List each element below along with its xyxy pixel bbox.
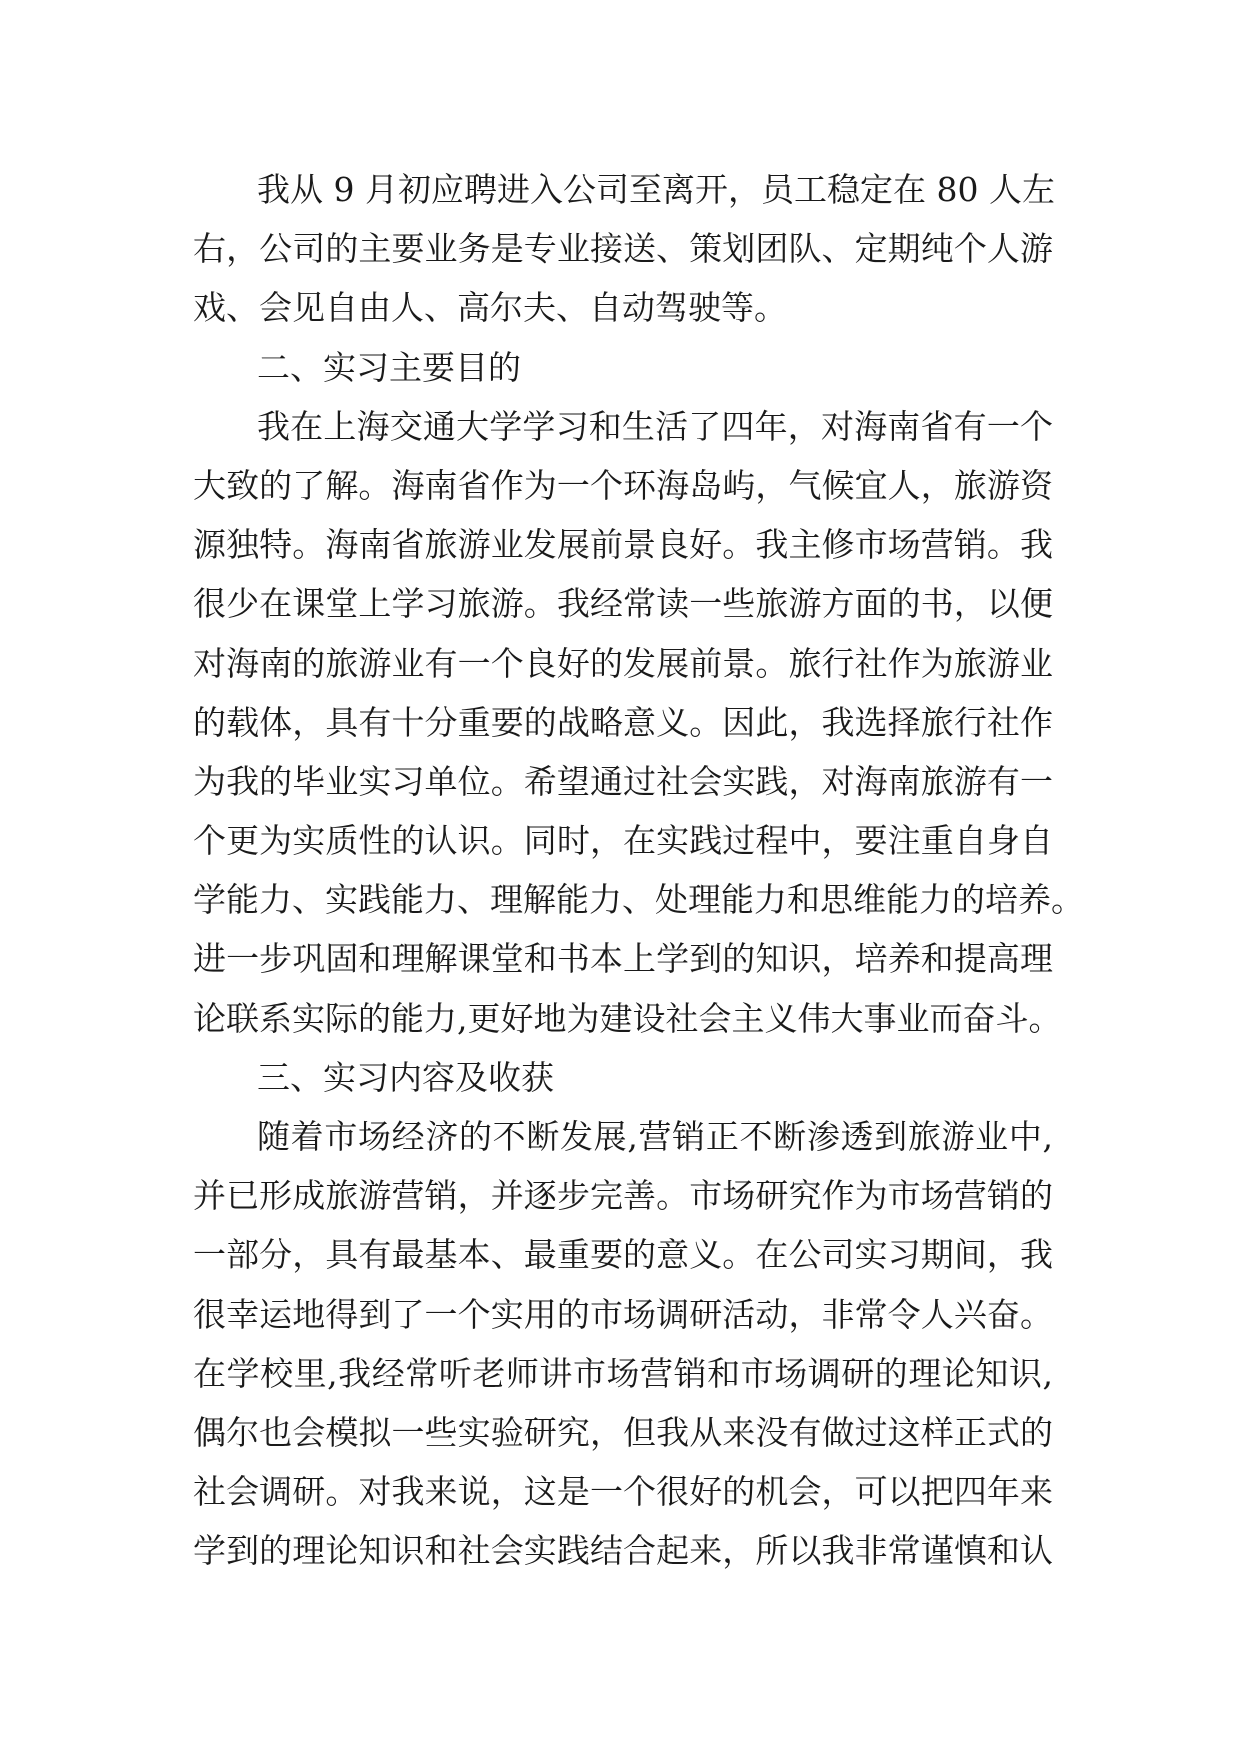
text-line: 为我的毕业实习单位。希望通过社会实践，对海南旅游有一 [193, 761, 1053, 801]
section-heading: 三、实习内容及收获 [257, 1057, 554, 1097]
text-line: 并已形成旅游营销，并逐步完善。市场研究作为市场营销的 [193, 1176, 1053, 1216]
text-line: 随着市场经济的不断发展,营销正不断渗透到旅游业中, [257, 1117, 1053, 1156]
text-line: 我在上海交通大学学习和生活了四年，对海南省有一个 [257, 406, 1053, 446]
text-line: 源独特。海南省旅游业发展前景良好。我主修市场营销。我 [193, 525, 1053, 565]
text-line: 在学校里,我经常听老师讲市场营销和市场调研的理论知识, [193, 1353, 1053, 1393]
body-text [193, 160, 1084, 1581]
text-line: 对海南的旅游业有一个良好的发展前景。旅行社作为旅游业 [193, 643, 1053, 683]
text-line: 很少在课堂上学习旅游。我经常读一些旅游方面的书，以便 [193, 584, 1053, 624]
text-line: 社会调研。对我来说，这是一个很好的机会，可以把四年来 [193, 1472, 1053, 1512]
text-line: 偶尔也会模拟一些实验研究，但我从来没有做过这样正式的 [193, 1412, 1053, 1452]
text-line: 我从 9 月初应聘进入公司至离开，员工稳定在 80 人左 [257, 170, 1055, 209]
text-line: 大致的了解。海南省作为一个环海岛屿，气候宜人，旅游资 [193, 465, 1053, 505]
text-line: 一部分，具有最基本、最重要的意义。在公司实习期间，我 [193, 1235, 1053, 1275]
text-line: 学能力、实践能力、理解能力、处理能力和思维能力的培养。 [193, 880, 1084, 920]
text-line: 很幸运地得到了一个实用的市场调研活动，非常令人兴奋。 [193, 1294, 1053, 1334]
section-heading: 二、实习主要目的 [257, 347, 521, 387]
text-line: 右，公司的主要业务是专业接送、策划团队、定期纯个人游 [193, 229, 1053, 269]
text-line: 个更为实质性的认识。同时，在实践过程中，要注重自身自 [193, 821, 1053, 861]
text-line: 的载体，具有十分重要的战略意义。因此，我选择旅行社作 [193, 702, 1053, 742]
text-line: 论联系实际的能力,更好地为建设社会主义伟大事业而奋斗。 [193, 998, 1062, 1038]
text-line: 进一步巩固和理解课堂和书本上学到的知识，培养和提高理 [193, 939, 1053, 979]
text-line: 戏、会见自由人、高尔夫、自动驾驶等。 [193, 288, 787, 328]
text-line: 学到的理论知识和社会实践结合起来，所以我非常谨慎和认 [193, 1531, 1053, 1571]
